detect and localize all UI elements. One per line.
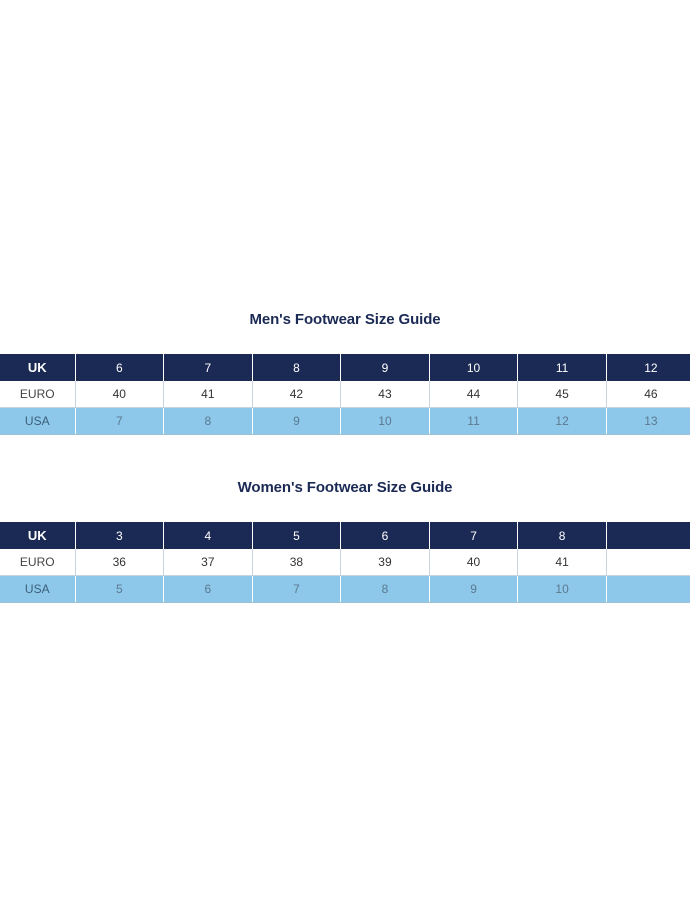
mens-size-table — [0, 354, 690, 435]
usa-size-cell: 12 — [518, 407, 607, 434]
euro-row-label: EURO — [0, 549, 75, 575]
usa-size-cell: 10 — [341, 407, 430, 434]
usa-row-label: USA — [0, 575, 75, 602]
usa-size-cell: 7 — [252, 575, 341, 602]
euro-size-cell: 40 — [75, 381, 164, 407]
uk-size-cell: 10 — [429, 354, 518, 381]
uk-size-cell: 7 — [429, 522, 518, 549]
euro-size-cell: 39 — [341, 549, 430, 575]
uk-size-cell: 3 — [75, 522, 164, 549]
euro-size-cell: 43 — [341, 381, 430, 407]
usa-size-cell: 11 — [429, 407, 518, 434]
usa-size-cell: 8 — [164, 407, 253, 434]
euro-row-label: EURO — [0, 381, 75, 407]
uk-size-cell: 6 — [75, 354, 164, 381]
usa-size-cell: 8 — [341, 575, 430, 602]
euro-size-row — [0, 381, 690, 407]
uk-size-cell: 11 — [518, 354, 607, 381]
uk-size-cell: 4 — [164, 522, 253, 549]
euro-size-cell: 46 — [606, 381, 690, 407]
usa-row-label: USA — [0, 407, 75, 434]
usa-size-row — [0, 407, 690, 434]
uk-size-cell: 12 — [606, 354, 690, 381]
euro-size-cell: 44 — [429, 381, 518, 407]
euro-size-cell: 41 — [518, 549, 607, 575]
euro-size-cell: 40 — [429, 549, 518, 575]
uk-row-label: UK — [0, 522, 75, 549]
uk-size-cell: 9 — [341, 354, 430, 381]
usa-size-cell-empty — [606, 575, 690, 602]
uk-size-cell: 5 — [252, 522, 341, 549]
womens-size-guide-title: Women's Footwear Size Guide — [237, 479, 453, 496]
euro-size-cell: 36 — [75, 549, 164, 575]
uk-size-row — [0, 522, 690, 549]
usa-size-cell: 7 — [75, 407, 164, 434]
uk-size-cell: 7 — [164, 354, 253, 381]
euro-size-cell-empty — [606, 549, 690, 575]
euro-size-cell: 45 — [518, 381, 607, 407]
usa-size-cell: 5 — [75, 575, 164, 602]
uk-size-cell: 8 — [518, 522, 607, 549]
uk-size-cell-empty — [606, 522, 690, 549]
usa-size-cell: 10 — [518, 575, 607, 602]
euro-size-row — [0, 549, 690, 575]
euro-size-cell: 38 — [252, 549, 341, 575]
euro-size-cell: 37 — [164, 549, 253, 575]
euro-size-cell: 41 — [164, 381, 253, 407]
usa-size-cell: 9 — [252, 407, 341, 434]
mens-size-guide-title: Men's Footwear Size Guide — [249, 311, 441, 328]
uk-row-label: UK — [0, 354, 75, 381]
usa-size-row — [0, 575, 690, 602]
uk-size-cell: 8 — [252, 354, 341, 381]
uk-size-row — [0, 354, 690, 381]
usa-size-cell: 9 — [429, 575, 518, 602]
womens-size-table — [0, 522, 690, 603]
euro-size-cell: 42 — [252, 381, 341, 407]
usa-size-cell: 6 — [164, 575, 253, 602]
usa-size-cell: 13 — [606, 407, 690, 434]
uk-size-cell: 6 — [341, 522, 430, 549]
